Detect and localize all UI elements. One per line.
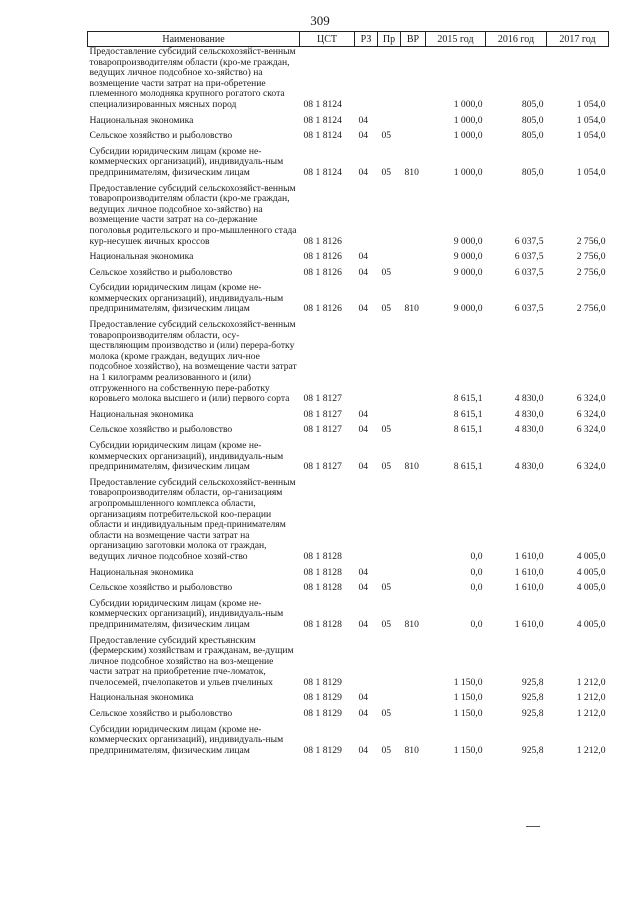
row-value-2017: 4 005,0 — [576, 582, 606, 594]
row-value-2015: 1 000,0 — [453, 98, 483, 110]
row-value-2015: 0,0 — [470, 550, 483, 562]
row-name: Сельское хозяйство и рыболовство — [89, 424, 233, 436]
row-name: Сельское хозяйство и рыболовство — [89, 582, 233, 594]
row-name: Национальная экономика — [89, 692, 194, 704]
row-pr: 05 — [381, 166, 392, 178]
row-value-2015: 1 150,0 — [453, 692, 483, 704]
header-name: Наименование — [88, 32, 300, 47]
row-rz — [355, 631, 378, 689]
row-rz: 04 — [358, 408, 369, 420]
row-name: Предоставление субсидий крестьянским (фермерским) хозяйствам и гражданам, ве-дущим личное подсобное хозяйство на воз-мещение части затрат на приобретение пче-ломаток, пчелосемей, пчелопакетов и ульев пчелиных — [89, 634, 294, 688]
table-row — [88, 263, 609, 279]
row-value-2016: 1 610,0 — [514, 550, 544, 562]
row-cst: 08 1 8127 — [303, 461, 342, 473]
row-value-2015: 9 000,0 — [453, 235, 483, 247]
row-cst: 08 1 8126 — [303, 266, 342, 278]
row-vr — [401, 631, 426, 689]
row-pr: 05 — [381, 424, 392, 436]
row-value-2017: 1 212,0 — [576, 744, 606, 756]
table-row — [88, 594, 609, 631]
row-vr — [401, 563, 426, 579]
table-row — [88, 405, 609, 421]
row-cst: 08 1 8126 — [303, 235, 342, 247]
row-name: Субсидии юридическим лицам (кроме не-коммерческих организаций), индивидуаль-ным предпринимателям, физическим лицам — [89, 145, 284, 178]
row-value-2017: 2 756,0 — [576, 235, 606, 247]
row-rz: 04 — [358, 424, 369, 436]
row-value-2015: 1 000,0 — [453, 130, 483, 142]
row-name: Национальная экономика — [89, 251, 194, 263]
row-value-2016: 805,0 — [521, 166, 544, 178]
header-2016: 2016 год — [486, 32, 547, 47]
row-vr: 810 — [404, 461, 419, 473]
row-vr — [401, 247, 426, 263]
row-value-2017: 4 005,0 — [576, 618, 606, 630]
table-row — [88, 126, 609, 142]
row-value-2016: 805,0 — [521, 98, 544, 110]
row-rz: 04 — [358, 582, 369, 594]
row-rz — [355, 315, 378, 405]
row-vr — [401, 126, 426, 142]
row-vr — [401, 578, 426, 594]
row-value-2015: 0,0 — [470, 582, 483, 594]
row-value-2017: 2 756,0 — [576, 266, 606, 278]
table-row — [88, 420, 609, 436]
row-rz: 04 — [358, 130, 369, 142]
row-value-2017: 1 212,0 — [576, 708, 606, 720]
row-value-2017: 1 054,0 — [576, 114, 606, 126]
row-value-2017: 1 212,0 — [576, 676, 606, 688]
row-cst: 08 1 8129 — [303, 708, 342, 720]
row-pr — [378, 473, 401, 563]
row-cst: 08 1 8127 — [303, 424, 342, 436]
row-pr: 05 — [381, 461, 392, 473]
row-value-2016: 1 610,0 — [514, 566, 544, 578]
table-row — [88, 278, 609, 315]
row-value-2015: 9 000,0 — [453, 303, 483, 315]
table-body — [88, 47, 609, 757]
row-pr — [378, 315, 401, 405]
row-pr: 05 — [381, 744, 392, 756]
row-rz: 04 — [358, 251, 369, 263]
row-pr — [378, 631, 401, 689]
row-name: Сельское хозяйство и рыболовство — [89, 130, 233, 142]
row-value-2017: 1 054,0 — [576, 130, 606, 142]
table-row — [88, 563, 609, 579]
table-row — [88, 47, 609, 111]
row-pr — [378, 179, 401, 248]
row-value-2016: 6 037,5 — [514, 266, 544, 278]
row-vr — [401, 420, 426, 436]
row-value-2017: 1 212,0 — [576, 692, 606, 704]
row-rz: 04 — [358, 166, 369, 178]
row-value-2017: 6 324,0 — [576, 424, 606, 436]
row-value-2016: 805,0 — [521, 130, 544, 142]
row-pr — [378, 688, 401, 704]
row-vr — [401, 111, 426, 127]
row-pr — [378, 47, 401, 111]
row-value-2016: 6 037,5 — [514, 235, 544, 247]
row-value-2017: 6 324,0 — [576, 393, 606, 405]
row-value-2015: 1 150,0 — [453, 708, 483, 720]
row-cst: 08 1 8127 — [303, 393, 342, 405]
row-value-2015: 0,0 — [470, 618, 483, 630]
row-vr — [401, 473, 426, 563]
row-cst: 08 1 8127 — [303, 408, 342, 420]
row-cst: 08 1 8128 — [303, 582, 342, 594]
table-row — [88, 111, 609, 127]
row-name: Национальная экономика — [89, 408, 194, 420]
row-name: Национальная экономика — [89, 566, 194, 578]
row-cst: 08 1 8124 — [303, 166, 342, 178]
row-value-2017: 6 324,0 — [576, 408, 606, 420]
row-name: Субсидии юридическим лицам (кроме не-коммерческих организаций), индивидуаль-ным предпринимателям, физическим лицам — [89, 597, 284, 630]
table-row — [88, 578, 609, 594]
header-2015: 2015 год — [426, 32, 486, 47]
row-value-2015: 1 000,0 — [453, 114, 483, 126]
row-cst: 08 1 8124 — [303, 114, 342, 126]
row-vr — [401, 704, 426, 720]
row-rz: 04 — [358, 744, 369, 756]
row-name: Сельское хозяйство и рыболовство — [89, 708, 233, 720]
row-name: Субсидии юридическим лицам (кроме не-коммерческих организаций), индивидуаль-ным предпринимателям, физическим лицам — [89, 282, 284, 315]
row-value-2016: 925,8 — [521, 692, 544, 704]
row-pr: 05 — [381, 266, 392, 278]
table-row — [88, 473, 609, 563]
row-name: Предоставление субсидий сельскохозяйст-венным товаропроизводителям области (кро-ме граждан, ведущих личное подсобное хо-зяйство) на возмещение части затрат на со-держание поголовья родительского и про-мышленного стада кур-несушек яичных кроссов — [89, 182, 297, 247]
table-row — [88, 631, 609, 689]
row-value-2015: 1 150,0 — [453, 676, 483, 688]
table-header-row — [88, 32, 609, 47]
row-value-2017: 2 756,0 — [576, 303, 606, 315]
row-pr — [378, 247, 401, 263]
row-value-2016: 1 610,0 — [514, 618, 544, 630]
row-value-2016: 925,8 — [521, 676, 544, 688]
row-vr — [401, 47, 426, 111]
row-value-2016: 4 830,0 — [514, 461, 544, 473]
row-name: Сельское хозяйство и рыболовство — [89, 266, 233, 278]
row-name: Национальная экономика — [89, 114, 194, 126]
table-row — [88, 179, 609, 248]
table-row — [88, 704, 609, 720]
page-number: 309 — [310, 13, 330, 28]
row-rz: 04 — [358, 303, 369, 315]
row-rz — [355, 179, 378, 248]
budget-table — [87, 31, 609, 756]
row-cst: 08 1 8126 — [303, 303, 342, 315]
row-value-2017: 2 756,0 — [576, 251, 606, 263]
row-vr — [401, 263, 426, 279]
row-cst: 08 1 8129 — [303, 744, 342, 756]
row-rz: 04 — [358, 266, 369, 278]
header-2017: 2017 год — [547, 32, 609, 47]
row-value-2016: 4 830,0 — [514, 393, 544, 405]
row-value-2015: 1 000,0 — [453, 166, 483, 178]
table-row — [88, 720, 609, 757]
row-vr: 810 — [404, 303, 419, 315]
row-name: Предоставление субсидий сельскохозяйст-венным товаропроизводителям области, ор-ганизациям агропромышленного комплекса области, организациям потребительской коо-перации области и индивидуальным пред-принимателям области на возмещение части затрат на организацию заготовки молока от граждан, ведущих личное подсобное хозяй-ство — [89, 476, 296, 562]
header-rz: РЗ — [355, 32, 378, 47]
row-pr: 05 — [381, 618, 392, 630]
header-vr: ВР — [401, 32, 426, 47]
row-rz: 04 — [358, 114, 369, 126]
row-vr — [401, 315, 426, 405]
row-cst: 08 1 8128 — [303, 618, 342, 630]
header-pr: Пр — [378, 32, 401, 47]
row-rz: 04 — [358, 566, 369, 578]
row-value-2015: 8 615,1 — [453, 461, 483, 473]
row-rz: 04 — [358, 618, 369, 630]
row-name: Субсидии юридическим лицам (кроме не-коммерческих организаций), индивидуаль-ным предпринимателям, физическим лицам — [89, 723, 284, 756]
row-value-2016: 6 037,5 — [514, 251, 544, 263]
header-cst: ЦСТ — [300, 32, 355, 47]
row-pr — [378, 111, 401, 127]
row-vr — [401, 179, 426, 248]
table-row — [88, 142, 609, 179]
row-cst: 08 1 8129 — [303, 692, 342, 704]
row-pr — [378, 563, 401, 579]
row-vr: 810 — [404, 618, 419, 630]
row-value-2017: 4 005,0 — [576, 566, 606, 578]
row-rz: 04 — [358, 461, 369, 473]
row-cst: 08 1 8128 — [303, 566, 342, 578]
row-pr: 05 — [381, 130, 392, 142]
row-value-2015: 9 000,0 — [453, 266, 483, 278]
row-rz — [355, 473, 378, 563]
row-pr — [378, 405, 401, 421]
row-value-2015: 9 000,0 — [453, 251, 483, 263]
row-pr: 05 — [381, 582, 392, 594]
row-name: Субсидии юридическим лицам (кроме не-коммерческих организаций), индивидуаль-ным предпринимателям, физическим лицам — [89, 440, 284, 473]
table-row — [88, 688, 609, 704]
row-value-2016: 805,0 — [521, 114, 544, 126]
row-cst: 08 1 8124 — [303, 98, 342, 110]
table-row — [88, 436, 609, 473]
row-value-2016: 1 610,0 — [514, 582, 544, 594]
table-row — [88, 247, 609, 263]
row-rz — [355, 47, 378, 111]
row-value-2017: 6 324,0 — [576, 461, 606, 473]
row-value-2016: 925,8 — [521, 744, 544, 756]
row-cst: 08 1 8124 — [303, 130, 342, 142]
row-value-2016: 6 037,5 — [514, 303, 544, 315]
row-pr: 05 — [381, 708, 392, 720]
row-cst: 08 1 8128 — [303, 550, 342, 562]
row-vr: 810 — [404, 166, 419, 178]
row-value-2015: 8 615,1 — [453, 408, 483, 420]
row-vr — [401, 688, 426, 704]
row-value-2015: 8 615,1 — [453, 393, 483, 405]
row-value-2016: 925,8 — [521, 708, 544, 720]
row-cst: 08 1 8129 — [303, 676, 342, 688]
row-value-2017: 1 054,0 — [576, 166, 606, 178]
row-cst: 08 1 8126 — [303, 251, 342, 263]
row-vr — [401, 405, 426, 421]
row-value-2017: 4 005,0 — [576, 550, 606, 562]
table-row — [88, 315, 609, 405]
row-rz: 04 — [358, 692, 369, 704]
row-value-2017: 1 054,0 — [576, 98, 606, 110]
row-value-2015: 1 150,0 — [453, 744, 483, 756]
row-vr: 810 — [404, 744, 419, 756]
row-value-2016: 4 830,0 — [514, 408, 544, 420]
row-name: Предоставление субсидий сельскохозяйст-венным товаропроизводителям области (кро-ме граждан, ведущих личное подсобное хо-зяйство) на возмещение части затрат на при-обретение племенного молодняка крупного рогатого скота специализированных мясных пород — [89, 46, 296, 110]
row-pr: 05 — [381, 303, 392, 315]
row-value-2015: 0,0 — [470, 566, 483, 578]
row-name: Предоставление субсидий сельскохозяйст-венным товаропроизводителям области, осу-ществляющим производство и (или) перера-ботку молока (кроме граждан, ведущих лич-ное подсобное хозяйство), на возмещение части затрат на 1 килограмм реализованного и (или) отгруженного на собственную пере-работку коровьего молока высшего и (или) первого сорта — [89, 319, 297, 405]
row-value-2015: 8 615,1 — [453, 424, 483, 436]
row-rz: 04 — [358, 708, 369, 720]
row-value-2016: 4 830,0 — [514, 424, 544, 436]
margin-mark — [526, 826, 540, 827]
